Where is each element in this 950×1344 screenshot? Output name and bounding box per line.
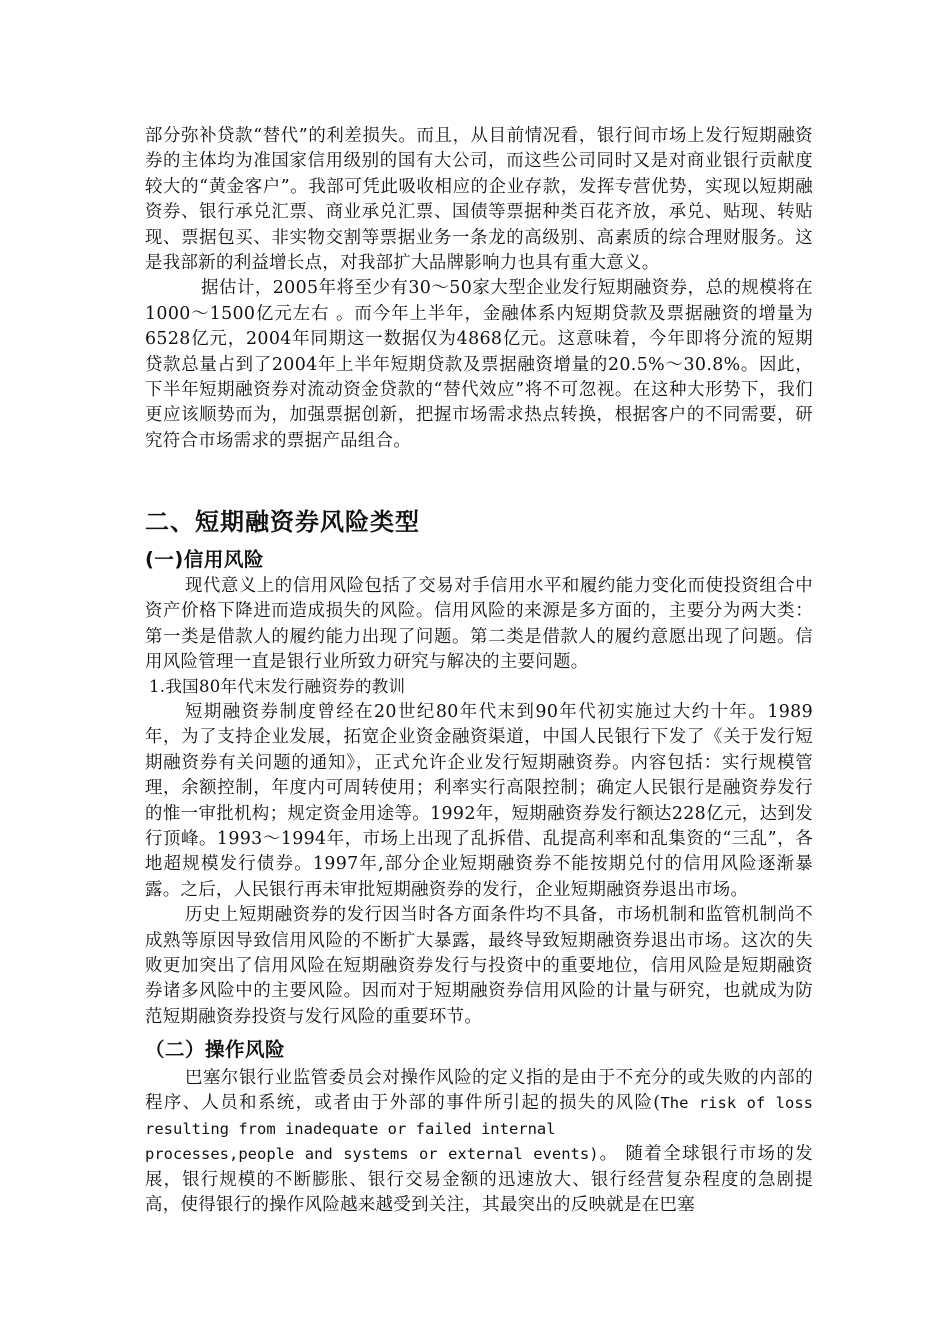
paragraph-1980s-history: 短期融资券制度曾经在20世纪80年代末到90年代初实施过大约十年。1989年，为了支持企业发展，拓宽企业资金融资渠道，中国人民银行下发了《关于发行短期融资券有关问题的通知》，正式允许企业发行短期融资券。内容包括：实行规模管理，余额控制，年度内可周转使用；利率实行高限控制；确定人民银行是融资券发行的惟一审批机构；规定资金用途等。1992年，短期融资券发行额达228亿元，达到发行顶峰。1993～1994年，市场上出现了乱拆借、乱提高利率和乱集资的“三乱”，各地超规模发行债券。1997年,部分企业短期融资券不能按期兑付的信用风险逐渐暴露。之后，人民银行再未审批短期融资券的发行，企业短期融资券退出市场。 — [145, 702, 813, 900]
subheading-1980s-lesson: 1.我国80年代末发行融资券的教训 — [149, 677, 406, 696]
paragraph-substitution-benefit: 部分弥补贷款“替代”的利差损失。而且，从目前情况看，银行间市场上发行短期融资券的主体均为准国家信用级别的国有大公司，而这些公司同时又是对商业银行贡献度较大的“黄金客户”。我部可凭此吸收相应的企业存款，发挥专营优势，实现以短期融资券、银行承兑汇票、商业承兑汇票、国债等票据种类百花齐放，承兑、贴现、转贴现、票据包买、非实物交割等票据业务一条龙的高级别、高素质的综合理财服务。这是我部新的利益增长点，对我部扩大品牌影响力也具有重大意义。 — [145, 126, 813, 274]
op-risk-english-2: processes,people and systems or external events) — [145, 1145, 599, 1164]
credit-risk-intro-block — [145, 574, 813, 676]
heading-credit-risk: (一)信用风险 — [145, 548, 264, 571]
credit-risk-history-block — [145, 700, 813, 1030]
paragraph-credit-risk-definition: 现代意义上的信用风险包括了交易对手信用水平和履约能力变化而使投资组合中资产价格下降进而造成损失的风险。信用风险的来源是多方面的，主要分为两大类：第一类是借款人的履约能力出现了问题。第二类是借款人的履约意愿出现了问题。信用风险管理一直是银行业所致力研究与解决的主要问题。 — [145, 576, 813, 673]
op-risk-text-a: 巴塞尔银行业监管委员会对操作风险的定义指的是由于不充分的或失败的内部的程序、人员和系统，或者由于外部的事件所引起的损失的风险( — [145, 1068, 813, 1114]
op-risk-text-b: 。 随着全球银行市场的发展，银行规模的不断膨胀、银行交易金额的迅速放大、银行经营复杂程度的急剧提高，使得银行的操作风险越来越受到关注，其最突出的反映就是在巴塞 — [145, 1144, 813, 1216]
paragraph-operational-risk-definition — [145, 1066, 813, 1218]
operational-risk-block — [145, 1066, 813, 1218]
section1-tail — [145, 124, 813, 454]
op-risk-english-1: The risk of loss resulting from inadequate or failed internal — [145, 1094, 814, 1138]
section-title-risk-types: 二、短期融资券风险类型 — [145, 508, 420, 536]
paragraph-historical-lesson: 历史上短期融资券的发行因当时各方面条件均不具备，市场机制和监管机制尚不成熟等原因导致信用风险的不断扩大暴露，最终导致短期融资券退出市场。这次的失败更加突出了信用风险在短期融资券发行与投资中的重要地位，信用风险是短期融资券诸多风险中的主要风险。因而对于短期融资券信用风险的计量与研究，也就成为防范短期融资券投资与发行风险的重要环节。 — [145, 905, 813, 1027]
paragraph-issuance-estimate: 据估计，2005年将至少有30～50家大型企业发行短期融资券，总的规模将在1000～1500亿元左右 。而今年上半年，金融体系内短期贷款及票据融资的增量为6528亿元，2004年同期这一数据仅为4868亿元。这意味着，今年即将分流的短期贷款总量占到了2004年上半年短期贷款及票据融资增量的20.5%～30.8%。因此，下半年短期融资券对流动资金贷款的“替代效应”将不可忽视。在这种大形势下，我们更应该顺势而为，加强票据创新，把握市场需求热点转换，根据客户的不同需要，研究符合市场需求的票据产品组合。 — [145, 278, 813, 451]
heading-operational-risk: （二）操作风险 — [145, 1038, 286, 1061]
